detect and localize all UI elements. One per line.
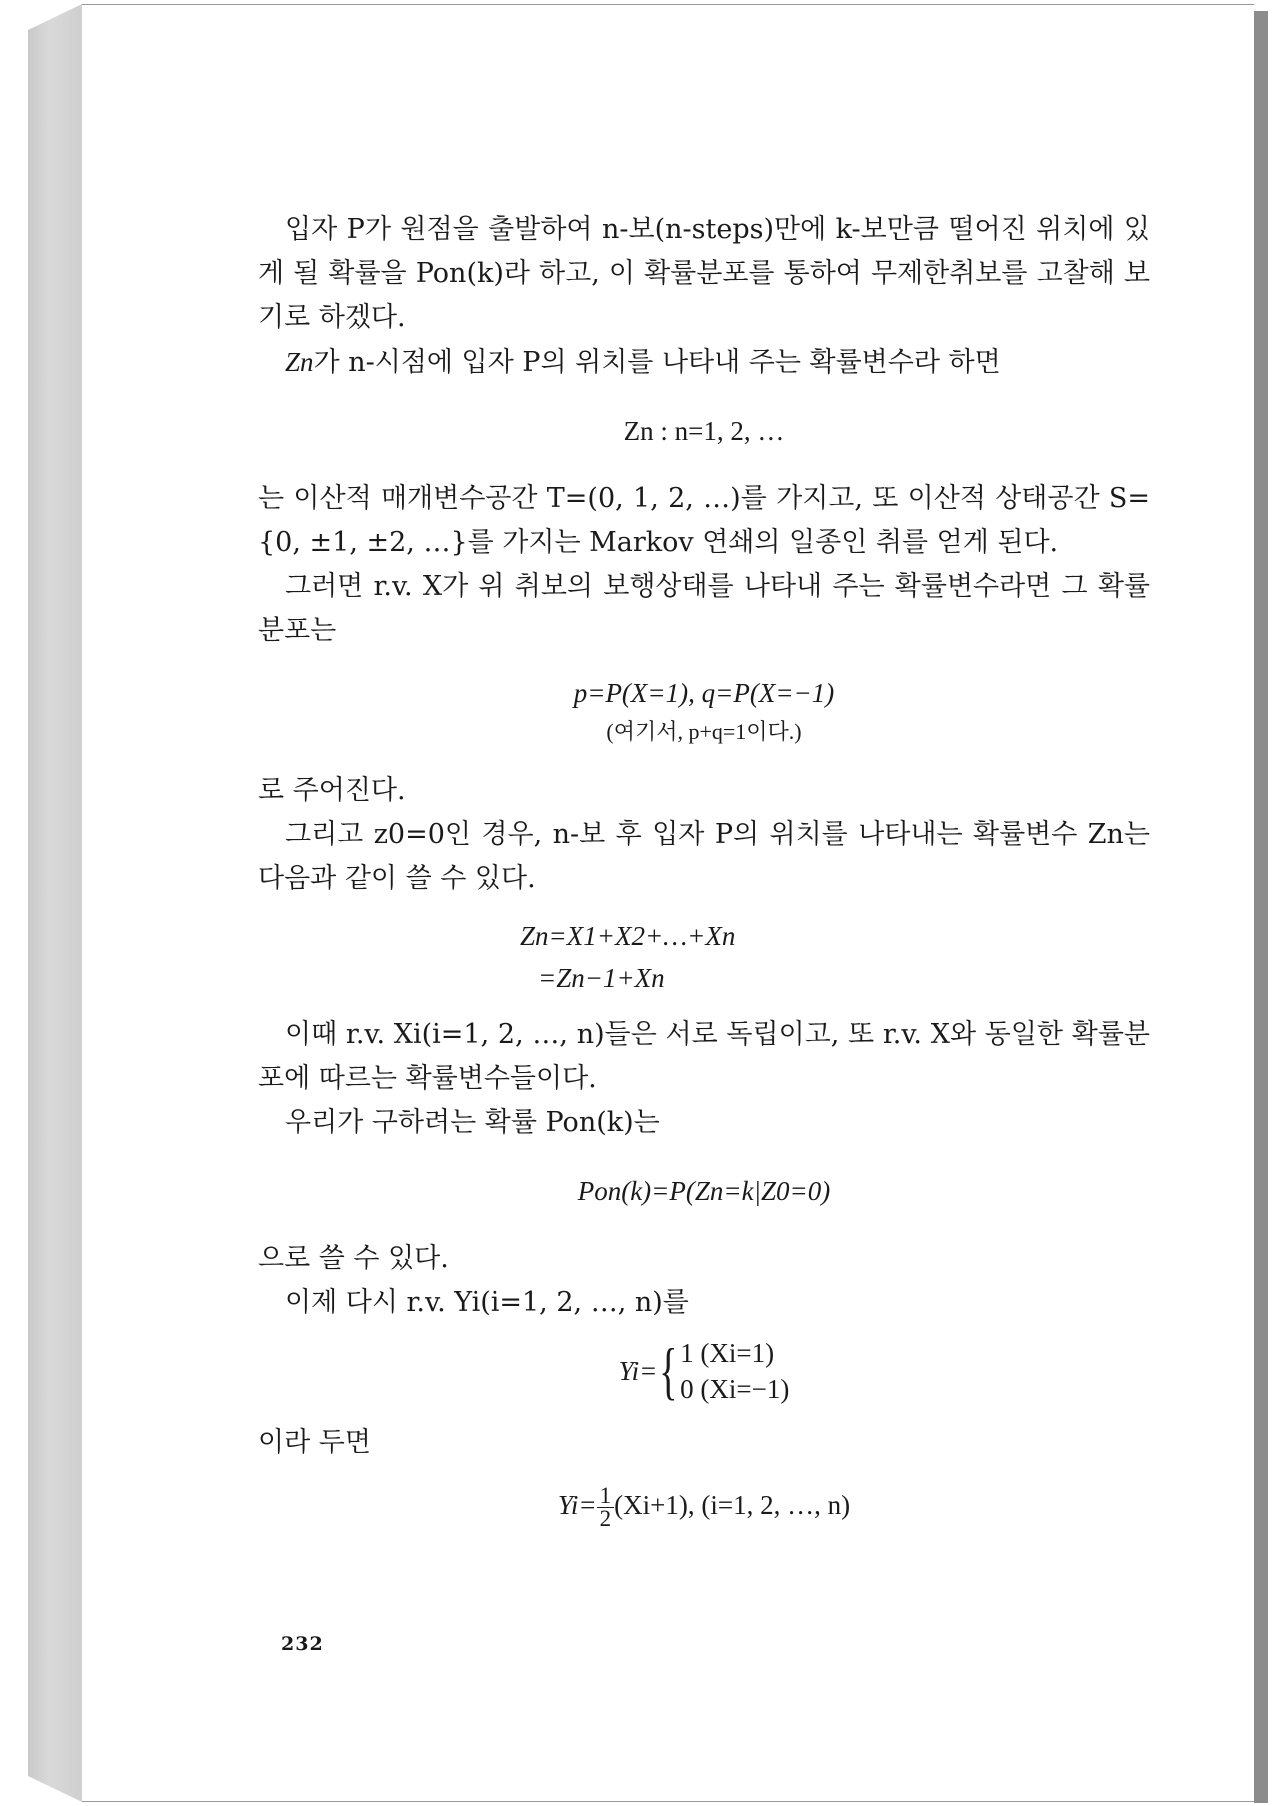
paragraph-10: 이제 다시 r.v. Yi(i=1, 2, …, n)를 xyxy=(285,1287,689,1318)
equation-6-lhs: Yi= xyxy=(557,1490,597,1520)
fraction-numerator: 1 xyxy=(597,1485,615,1508)
paragraph-7: 이때 r.v. Xi(i=1, 2, …, n)들은 서로 독립이고, 또 r.v. X와 동일한 확률분포에 따르는 확률변수들이다. xyxy=(258,1019,1150,1094)
fraction-one-half xyxy=(597,1485,615,1530)
equation-5-case-1: 1 (Xi=1) xyxy=(680,1338,775,1368)
paragraph-11: 이라 두면 xyxy=(258,1427,371,1458)
paragraph-9: 으로 쓸 수 있다. xyxy=(258,1243,449,1274)
equation-6 xyxy=(258,1483,1150,1530)
equation-1: Zn : n=1, 2, … xyxy=(623,416,785,446)
paragraph-8: 우리가 구하려는 확률 Pon(k)는 xyxy=(285,1107,660,1138)
equation-3-line-1: Zn=X1+X2+…+Xn xyxy=(520,921,736,951)
paragraph-6: 그리고 z0=0인 경우, n-보 후 입자 P의 위치를 나타내는 확률변수 Zn는 다음과 같이 쓸 수 있다. xyxy=(258,819,1150,894)
page-content xyxy=(258,208,1150,1530)
equation-5-case-2: 0 (Xi=−1) xyxy=(680,1374,790,1404)
equation-3 xyxy=(520,915,1150,999)
equation-5 xyxy=(258,1335,1150,1407)
paragraph-5: 로 주어진다. xyxy=(258,775,406,806)
paragraph-3: 는 이산적 매개변수공간 T=(0, 1, 2, …)를 가지고, 또 이산적 상태공간 S={0, ±1, ±2, …}를 가지는 Markov 연쇄의 일종인 취를 얻게 된다. xyxy=(258,483,1150,558)
equation-6-rest: (Xi+1), (i=1, 2, …, n) xyxy=(614,1490,851,1520)
equation-5-lhs: Yi= xyxy=(618,1356,658,1386)
paragraph-4: 그러면 r.v. X가 위 취보의 보행상태를 나타내 주는 확률변수라면 그 확률분포는 xyxy=(258,571,1150,646)
equation-2-note: (여기서, p+q=1이다.) xyxy=(606,719,802,744)
equation-2: p=P(X=1), q=P(X=−1) xyxy=(573,678,835,708)
paragraph-1: 입자 P가 원점을 출발하여 n-보(n-steps)만에 k-보만큼 떨어진 위치에 있게 될 확률을 Pon(k)라 하고, 이 확률분포를 통하여 무제한취보를 고찰해 보기로 하겠다. xyxy=(258,214,1150,333)
equation-3-line-2: =Zn−1+Xn xyxy=(538,963,665,993)
paragraph-2-text: 가 n-시점에 입자 P의 위치를 나타내 주는 확률변수라 하면 xyxy=(313,347,1001,378)
zn-symbol: Zn xyxy=(285,347,314,377)
equation-4: Pon(k)=P(Zn=k|Z0=0) xyxy=(577,1176,831,1206)
page-number: 232 xyxy=(281,1633,324,1655)
fraction-denominator: 2 xyxy=(599,1506,612,1532)
paragraph-2 xyxy=(258,340,1150,385)
left-brace-icon: { xyxy=(659,1335,678,1406)
book-spine xyxy=(28,4,82,1802)
